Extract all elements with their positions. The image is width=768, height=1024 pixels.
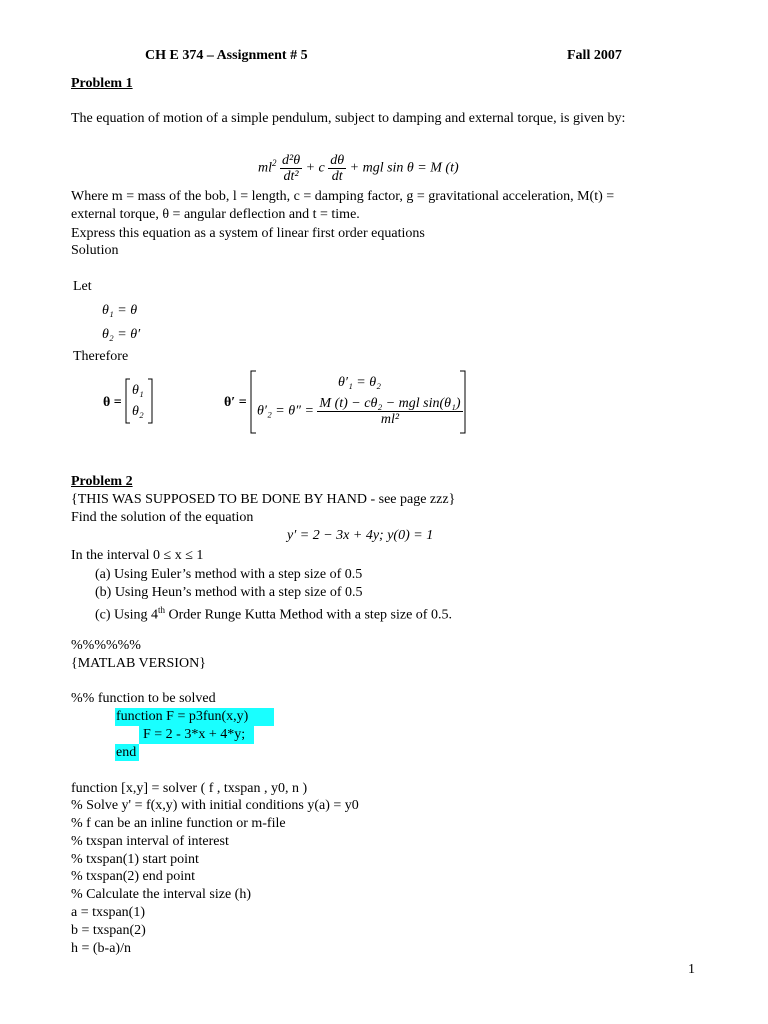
- problem2-heading: Problem 2: [71, 474, 133, 489]
- code-function-end: end: [116, 745, 137, 760]
- code-function-def: function F = p3fun(x,y): [116, 709, 249, 724]
- page-number: 1: [688, 962, 695, 977]
- problem2-item-a: (a) Using Euler’s method with a step size of 0.5: [95, 567, 363, 582]
- eq-plus-c: + c: [305, 160, 325, 176]
- theta-prime-row2-lhs: θ′₂ = θ″ =: [257, 403, 314, 419]
- eq-second-derivative: [280, 153, 302, 184]
- express-line: Express this equation as a system of linear first order equations: [71, 226, 425, 241]
- function-comment: %% function to be solved: [71, 691, 216, 706]
- solution-label: Solution: [71, 243, 119, 258]
- eq-frac2-den: dt: [331, 168, 343, 184]
- theta-prime-vector: [250, 370, 466, 434]
- problem2-item-c: [95, 602, 452, 624]
- solver-line-7: % Calculate the interval size (h): [71, 887, 251, 902]
- theta-vector: [125, 378, 153, 424]
- problem2-find: Find the solution of the equation: [71, 510, 254, 525]
- problem2-item-c-sup: th: [158, 605, 166, 615]
- theta-prime-row2-num: M (t) − cθ₂ − mgl sin(θ₁): [319, 396, 461, 411]
- theta-prime-vector-lhs: θ′ =: [224, 395, 247, 410]
- let-eq-theta2: θ₂ = θ′: [102, 327, 141, 342]
- percent-line: %%%%%%: [71, 638, 141, 653]
- problem2-interval: In the interval 0 ≤ x ≤ 1: [71, 548, 204, 563]
- problem1-heading: Problem 1: [71, 76, 133, 91]
- solver-line-3: % f can be an inline function or m-file: [71, 816, 286, 831]
- solver-line-5: % txspan(1) start point: [71, 852, 199, 867]
- let-eq-theta1: θ₁ = θ: [102, 303, 138, 318]
- theta-prime-row1: θ′₁ = θ₂: [338, 375, 381, 390]
- term-label: Fall 2007: [567, 48, 622, 63]
- theta-prime-row2-fraction: [317, 396, 462, 427]
- code-function-body: F = 2 - 3*x + 4*y;: [143, 727, 246, 742]
- theta-prime-row2: [257, 396, 463, 427]
- solver-line-9: b = txspan(2): [71, 923, 146, 938]
- therefore-label: Therefore: [73, 349, 129, 364]
- where-line-2: external torque, θ = angular deflection and t = time.: [71, 207, 360, 222]
- eq-frac1-den: dt²: [283, 168, 299, 184]
- solver-line-10: h = (b-a)/n: [71, 941, 131, 956]
- solver-line-4: % txspan interval of interest: [71, 834, 229, 849]
- solver-line-6: % txspan(2) end point: [71, 869, 196, 884]
- eq-term-ml-sup: 2: [272, 158, 277, 168]
- eq-frac2-num: dθ: [330, 152, 345, 168]
- course-title: CH E 374 – Assignment # 5: [145, 48, 308, 63]
- theta-prime-row2-den: ml²: [380, 412, 400, 427]
- eq-frac1-num: d²θ: [282, 152, 301, 168]
- eq-first-derivative: [328, 153, 346, 184]
- problem2-equation: y′ = 2 − 3x + 4y; y(0) = 1: [287, 528, 434, 543]
- let-label: Let: [73, 279, 92, 294]
- eq-rest: + mgl sin θ = M (t): [349, 160, 459, 176]
- theta-vector-row2: θ₂: [132, 404, 144, 419]
- pendulum-equation: [258, 148, 459, 184]
- problem2-item-b: (b) Using Heun’s method with a step size of 0.5: [95, 585, 363, 600]
- problem2-note: {THIS WAS SUPPOSED TO BE DONE BY HAND - see page zzz}: [71, 492, 456, 507]
- solver-line-1: function [x,y] = solver ( f , txspan , y0, n ): [71, 781, 308, 796]
- eq-term-ml: ml: [258, 160, 272, 176]
- solver-line-2: % Solve y' = f(x,y) with initial conditions y(a) = y0: [71, 798, 359, 813]
- theta-vector-row1: θ₁: [132, 383, 144, 398]
- matlab-version-label: {MATLAB VERSION}: [71, 656, 206, 671]
- solver-line-8: a = txspan(1): [71, 905, 145, 920]
- problem2-item-c-post: Order Runge Kutta Method with a step size of 0.5.: [165, 607, 452, 623]
- problem1-intro: The equation of motion of a simple pendulum, subject to damping and external torque, is given by:: [71, 111, 626, 126]
- theta-vector-lhs: θ =: [103, 395, 122, 410]
- where-line-1: Where m = mass of the bob, l = length, c = damping factor, g = gravitational acceleration, M(t) =: [71, 189, 615, 204]
- problem2-item-c-pre: (c) Using 4: [95, 607, 158, 623]
